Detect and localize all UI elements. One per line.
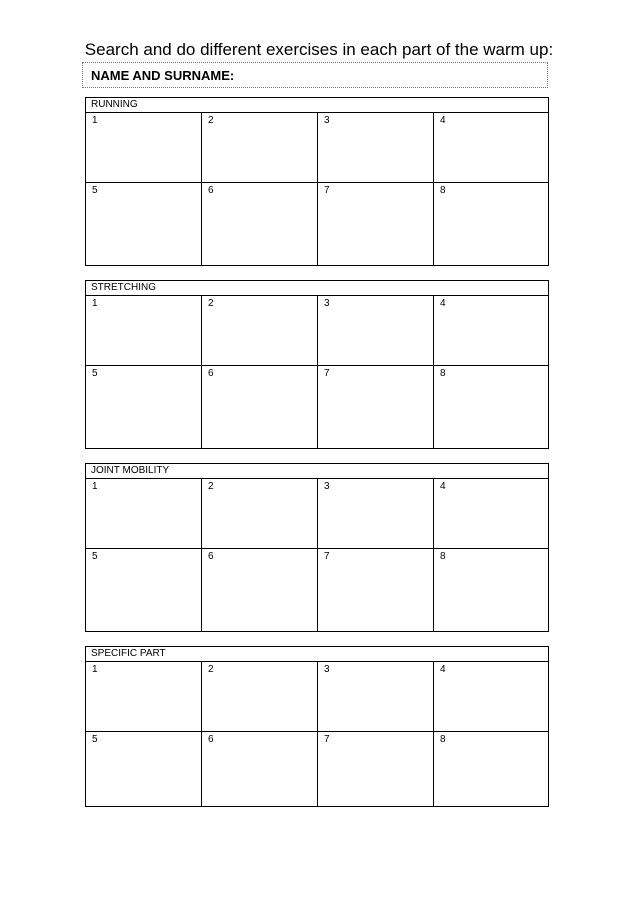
section-specific-part (85, 646, 549, 807)
exercise-grid (86, 479, 548, 631)
exercise-cell-7[interactable]: 7 (318, 549, 434, 631)
exercise-cell-1[interactable]: 1 (86, 479, 202, 549)
exercise-cell-5[interactable]: 5 (86, 366, 202, 448)
exercise-cell-7[interactable]: 7 (318, 366, 434, 448)
exercise-cell-4[interactable]: 4 (434, 296, 548, 366)
exercise-cell-1[interactable]: 1 (86, 662, 202, 732)
section-header: RUNNING (86, 98, 548, 113)
exercise-grid (86, 296, 548, 448)
exercise-cell-8[interactable]: 8 (440, 551, 446, 562)
section-running (85, 97, 549, 266)
exercise-cell-6[interactable]: 6 (202, 366, 318, 448)
name-field[interactable] (82, 62, 548, 88)
exercise-cell-4[interactable]: 4 (434, 113, 548, 183)
exercise-cell-7[interactable]: 7 (318, 183, 434, 265)
section-header: SPECIFIC PART (86, 647, 548, 662)
page-title: Search and do different exercises in each part of the warm up: (84, 40, 554, 59)
exercise-cell-3[interactable]: 3 (318, 113, 434, 183)
exercise-cell-3[interactable]: 3 (318, 479, 434, 549)
exercise-cell-2[interactable]: 2 (202, 296, 318, 366)
exercise-cell-6[interactable]: 6 (202, 183, 318, 265)
exercise-cell-3[interactable]: 3 (318, 296, 434, 366)
exercise-cell-6[interactable]: 6 (202, 549, 318, 631)
exercise-cell-8[interactable]: 8 (440, 368, 446, 379)
exercise-cell-2[interactable]: 2 (202, 113, 318, 183)
section-joint-mobility (85, 463, 549, 632)
name-field-label: NAME AND SURNAME: (91, 68, 235, 83)
exercise-cell-5[interactable]: 5 (86, 183, 202, 265)
section-header: JOINT MOBILITY (86, 464, 548, 479)
exercise-cell-5[interactable]: 5 (86, 549, 202, 631)
exercise-cell-4[interactable]: 4 (434, 479, 548, 549)
exercise-cell-8[interactable]: 8 (440, 185, 446, 196)
exercise-cell-6[interactable]: 6 (202, 732, 318, 806)
exercise-cell-1[interactable]: 1 (86, 113, 202, 183)
exercise-cell-2[interactable]: 2 (202, 479, 318, 549)
exercise-cell-5[interactable]: 5 (86, 732, 202, 806)
exercise-cell-3[interactable]: 3 (318, 662, 434, 732)
exercise-cell-8[interactable]: 8 (440, 734, 446, 745)
exercise-cell-7[interactable]: 7 (318, 732, 434, 806)
exercise-grid (86, 662, 548, 806)
exercise-cell-2[interactable]: 2 (202, 662, 318, 732)
exercise-cell-1[interactable]: 1 (86, 296, 202, 366)
exercise-cell-4[interactable]: 4 (434, 662, 548, 732)
section-header: STRETCHING (86, 281, 548, 296)
section-stretching (85, 280, 549, 449)
exercise-grid (86, 113, 548, 265)
